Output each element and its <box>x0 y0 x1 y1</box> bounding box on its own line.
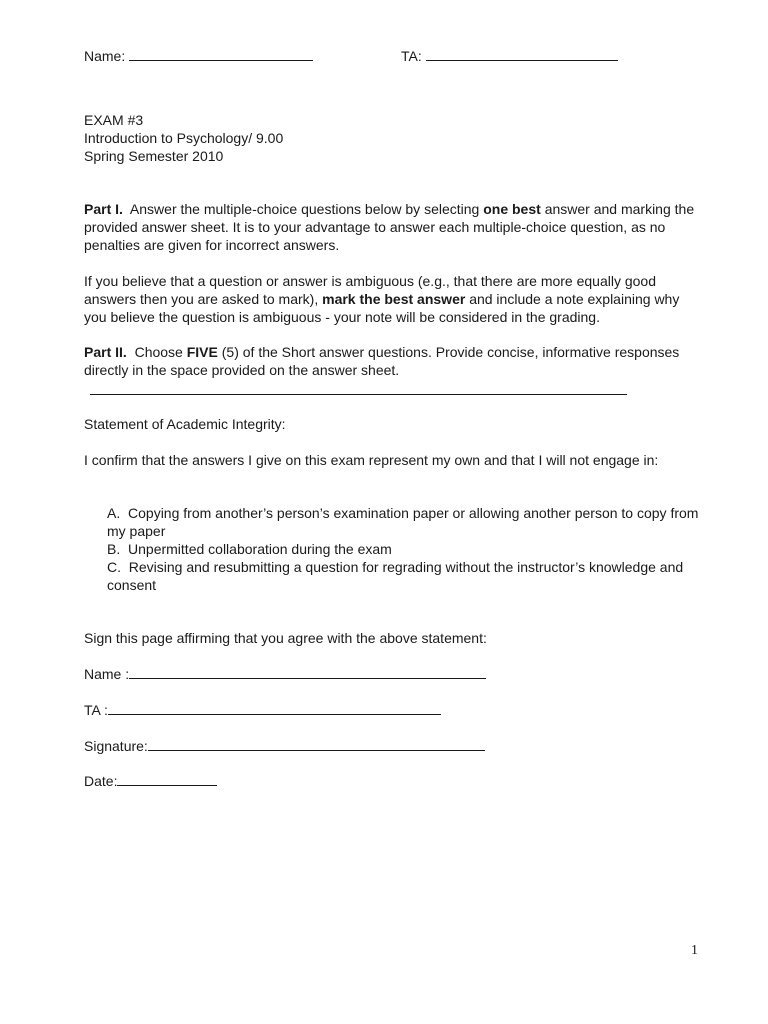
header-name-field <box>84 47 313 65</box>
integrity-confirm: I confirm that the answers I give on this exam represent my own and that I will not engage in: <box>84 452 659 468</box>
list-item <box>107 540 707 558</box>
part1-text-b: answer and marking the provided answer sheet. It is to your advantage to answer each multiple-choice question, as no penalties are given for incorrect answers. <box>84 201 695 253</box>
part2-text-b: (5) of the Short answer questions. Provide concise, informative responses directly in the space provided on the answer sheet. <box>84 344 680 378</box>
page-number: 1 <box>691 943 698 958</box>
signoff-ta-blank[interactable] <box>108 701 441 715</box>
signoff-signature-blank[interactable] <box>148 737 485 751</box>
signoff-instruction: Sign this page affirming that you agree with the above statement: <box>84 630 487 646</box>
ambiguity-text-b: and include a note explaining why you believe the question is ambiguous - your note will be considered in the grading. <box>84 291 680 325</box>
signoff-date-field <box>84 772 217 790</box>
signoff-ta-field <box>84 701 441 719</box>
header-name-label: Name: <box>84 48 126 64</box>
list-item-text: Copying from another’s person’s examination paper or allowing another person to copy from my paper <box>107 505 699 539</box>
list-item-text: Unpermitted collaboration during the exam <box>128 541 392 557</box>
ambiguity-text-a: If you believe that a question or answer is ambiguous (e.g., that there are more equally good answers then you are asked to mark), <box>84 273 657 307</box>
list-item <box>107 558 707 594</box>
part1-label: Part I. <box>84 201 123 217</box>
list-item-marker: C. <box>107 559 121 575</box>
part1-text-a: Answer the multiple-choice questions below by selecting <box>129 201 480 217</box>
header-name-blank[interactable] <box>129 47 313 61</box>
header-ta-blank[interactable] <box>426 47 618 61</box>
semester: Spring Semester 2010 <box>84 148 224 164</box>
exam-number: EXAM #3 <box>84 112 144 128</box>
list-item-marker: B. <box>107 541 121 557</box>
signoff-name-blank[interactable] <box>129 665 486 679</box>
part2-label: Part II. <box>84 344 127 360</box>
part2-text-a: Choose <box>134 344 183 360</box>
ambiguity-note <box>84 272 704 326</box>
course-title: Introduction to Psychology/ 9.00 <box>84 130 284 146</box>
signoff-signature-label: Signature: <box>84 738 148 754</box>
signoff-date-blank[interactable] <box>117 772 217 786</box>
part1-instructions <box>84 200 704 254</box>
part1-bold: one best <box>483 201 541 217</box>
list-item-marker: A. <box>107 505 121 521</box>
signoff-ta-label: TA : <box>84 702 108 718</box>
part2-instructions <box>84 343 704 379</box>
header-ta-label: TA: <box>401 48 422 64</box>
integrity-list <box>107 504 707 594</box>
section-divider <box>90 394 627 395</box>
header-ta-field <box>401 47 618 65</box>
list-item-text: Revising and resubmitting a question for regrading without the instructor’s knowledge and consent <box>107 559 684 593</box>
integrity-heading: Statement of Academic Integrity: <box>84 416 286 432</box>
part2-bold: FIVE <box>186 344 218 360</box>
signoff-name-field <box>84 665 486 683</box>
list-item <box>107 504 707 540</box>
signoff-signature-field <box>84 737 485 755</box>
ambiguity-bold: mark the best answer <box>322 291 466 307</box>
signoff-date-label: Date: <box>84 773 118 789</box>
signoff-name-label: Name : <box>84 666 130 682</box>
